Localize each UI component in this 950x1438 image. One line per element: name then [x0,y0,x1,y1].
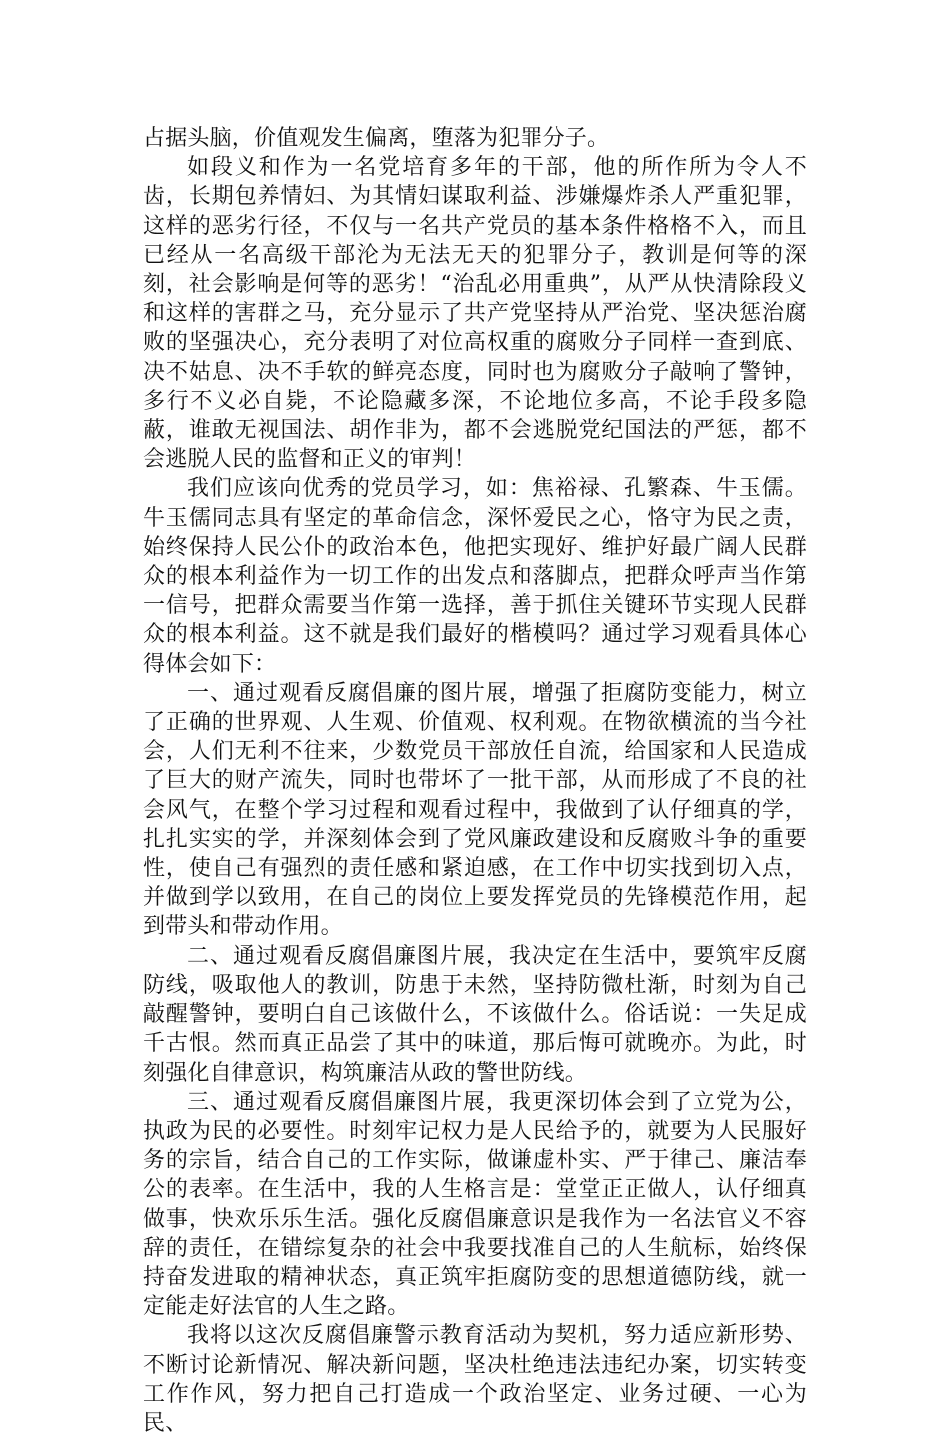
paragraph-6: 三、通过观看反腐倡廉图片展，我更深切体会到了立党为公，执政为民的必要性。时刻牢记权力是人民给予的，就要为人民服好务的宗旨，结合自己的工作实际，做谦虚朴实、严于律己、廉洁奉公的表率。在生活中，我的人生格言是：堂堂正正做人，认仔细真做事，快欢乐乐生活。强化反腐倡廉意识是我作为一名法官义不容辞的责任，在错综复杂的社会中我要找准自己的人生航标，始终保持奋发进取的精神状态，真正筑牢拒腐防变的思想道德防线，就一定能走好法官的人生之路。 [143,1089,807,1320]
paragraph-2: 如段义和作为一名党培育多年的干部，他的所作所为令人不齿，长期包养情妇、为其情妇谋取利益、涉嫌爆炸杀人严重犯罪，这样的恶劣行径，不仅与一名共产党员的基本条件格格不入，而且已经从一名高级干部沦为无法无天的犯罪分子，教训是何等的深刻，社会影响是何等的恶劣！“治乱必用重典”，从严从快清除段义和这样的害群之马，充分显示了共产党坚持从严治党、坚决惩治腐败的坚强决心，充分表明了对位高权重的腐败分子同样一查到底、决不姑息、决不手软的鲜亮态度，同时也为腐败分子敲响了警钟，多行不义必自毙，不论隐藏多深，不论地位多高，不论手段多隐蔽，谁敢无视国法、胡作非为，都不会逃脱党纪国法的严惩，都不会逃脱人民的监督和正义的审判！ [143,155,807,473]
paragraph-5: 二、通过观看反腐倡廉图片展，我决定在生活中，要筑牢反腐防线，吸取他人的教训，防患于未然，坚持防微杜渐，时刻为自己敲醒警钟，要明白自己该做什么，不该做什么。俗话说：一失足成千古恨。然而真正品尝了其中的味道，那后悔可就晚亦。为此，时刻强化自律意识，构筑廉洁从政的警世防线。 [143,943,807,1086]
paragraph-1: 占据头脑，价值观发生偏离，堕落为犯罪分子。 [143,126,610,151]
document-page [143,124,807,1438]
paragraph-7: 我将以这次反腐倡廉警示教育活动为契机，努力适应新形势、不断讨论新情况、解决新问题，坚决杜绝违法违纪办案，切实转变工作作风，努力把自己打造成一个政治坚定、业务过硬、一心为民、 [143,1323,807,1436]
paragraph-3: 我们应该向优秀的党员学习，如：焦裕禄、孔繁森、牛玉儒。牛玉儒同志具有坚定的革命信念，深怀爱民之心，恪守为民之责，始终保持人民公仆的政治本色，他把实现好、维护好最广阔人民群众的根本利益作为一切工作的出发点和落脚点，把群众呼声当作第一信号，把群众需要当作第一选择，善于抓住关键环节实现人民群众的根本利益。这不就是我们最好的楷模吗？通过学习观看具体心得体会如下： [143,476,807,677]
paragraph-4: 一、通过观看反腐倡廉的图片展，增强了拒腐防变能力，树立了正确的世界观、人生观、价值观、权利观。在物欲横流的当今社会，人们无利不往来，少数党员干部放任自流，给国家和人民造成了巨大的财产流失，同时也带坏了一批干部，从而形成了不良的社会风气，在整个学习过程和观看过程中，我做到了认仔细真的学，扎扎实实的学，并深刻体会到了党风廉政建设和反腐败斗争的重要性，使自己有强烈的责任感和紧迫感，在工作中切实找到切入点，并做到学以致用，在自己的岗位上要发挥党员的先锋模范作用，起到带头和带动作用。 [143,680,807,940]
